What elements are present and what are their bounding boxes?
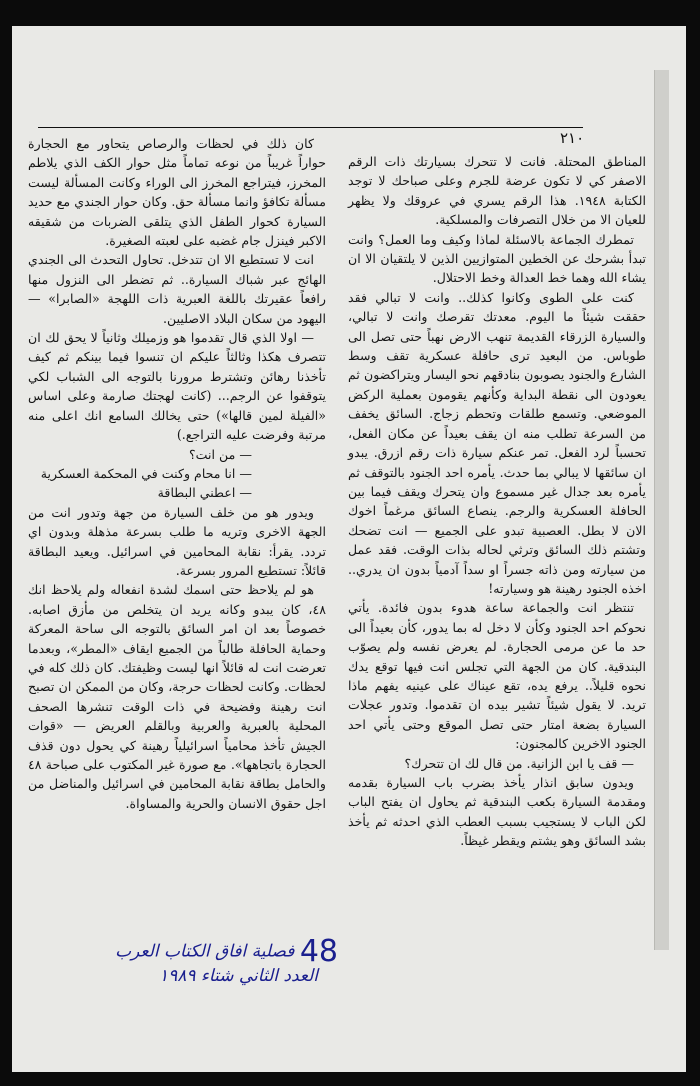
right-text-column: [348, 152, 646, 851]
page-edge-strip: [654, 70, 669, 950]
handwritten-source-note: [108, 934, 338, 969]
dialogue-line: — قف يا ابن الزانية. من قال لك ان تتحرك؟: [404, 755, 634, 771]
paragraph: هو لم يلاحظ حتى اسمك لشدة انفعاله ولم يلاحظ انك ٤٨، كان يبدو وكانه يريد ان يتخلص من مأزق اصابه. خصوصاً بعد ان امر السائق بالتوجه الى ساحة المعركة وحماية الحافلة طالباً من الجميع ايقاف «المطر»، وبعدما تعرضت انت له قائلاً انها ليست وظيفتك. كان ذلك كله في لحظات. وكانت لحظات حرجة، وكان من الممكن ان تصبح انت رهينة وفضيحة في ذات الوقت تنشرها الصحف المحلية بالعبرية والعربية وبالقلم العريض — «قوات الجيش تأخذ محامياً اسرائيلياً رهينة كي يحول دون قذف الحجارة باتجاهها». مع صورة غير المكتوب على صباحة ٤٨ والحامل بطاقة نقابة المحامين في اسرائيل والمناضل من اجل حقوق الانسان والحرية والمساواة.: [28, 582, 326, 811]
paragraph: تنتظر انت والجماعة ساعة هدوء بدون فائدة. يأتي نحوكم احد الجنود وكأن لا دخل له بما يدور، كأن بعيداً الى حد ما عن مرمى الحجارة. لم يعرض نفسه ولم يصوّب البندقية. كان من الجهة التي تجلس انت فيها توقع يدك نحوه قليلاً.. يرفع يده، تقع عيناك على عينيه يفهم ماذا تريد. لا يقول شيئاً تشير بيده ان تقدموا. وتدور عجلات السيارة بضعة امتار حتى تصل الموقع وحتى يأتي احد الجنود الاخرين كالمجنون:: [348, 600, 646, 752]
header-rule: [38, 127, 583, 128]
left-text-column: [28, 134, 326, 813]
paragraph: كنت على الطوى وكانوا كذلك.. وانت لا تبالي فقد حققت شيئاً ما اليوم. معدتك تقرصك وانت لا تبالي، والسيارة الزرقاء القديمة تنهب الارض نهباً حتى تصل الى طوباس. من البعيد ترى حافلة عسكرية تقف وسط الشارع والجنود يصوبون بنادقهم نحو اليسار ويتراكضون ثم يعودون الى نقطة البداية وكأنهم يقومون بعملية الركض الموضعي. وتسمع طلقات وتحطم زجاج. السائق يخفف من السرعة تطلب منه ان يقف بعيداً عن مكان الفعل، تحسباً لرد الفعل. تمر عنكم سيارة ذات رقم ازرق. يبدو ان سائقها لا يبالي بما حدث. يأمره احد الجنود بالتوقف ثم يأمره بعد جدال غير مسموع وان يتحرك ويقف فيما بين الحافلة العسكرية والرجم. ينصاع السائق مرغماً اخوك الان لا بطل. العصبية تبدو على الجميع — انت تضحك وتشتم ذلك السائق وترثي لحاله بذات الوقت. فقد عمل من سيارته ومن ذاته جسراً او سداً آدمياً بدون ان يدري.. اخذه الجنود رهينة هو وسيارته!: [348, 289, 646, 596]
paragraph: كان ذلك في لحظات والرصاص يتحاور مع الحجارة حواراً غريباً من نوعه تماماً مثل حوار الكف الذي يلاطم المخرز، فيتراجع المخرز الى الوراء وكانت المسألة ليست مسألة تكافؤ وانما مسألة حق. وكان حوار الجندي مع حديد السيارة كحوار الطفل الذي يتلقى الضربات من شقيقه الاكبر فينزل جام غضبه على لعبته الصغيرة.: [28, 136, 326, 249]
dialogue-line: — اولا الذي قال تقدموا هو وزميلك وثانياً لا يحق لك ان تتصرف هكذا وثالثاً عليكم ان تنسوا فيما بينكم ثم كيف تأخذنا رهائن وتشترط مرورنا بالتوجه الى الشباب لكي يتوقفوا عن الرجم... (كانت لهجتك صارمة وعلى اساس «الفيلة لمين قالها») حتى يخالك السامع انك اعلى منه مرتبة وفرضت عليه التراجع.): [28, 330, 326, 443]
dialogue-line: — انا محام وكنت في المحكمة العسكرية: [40, 465, 252, 481]
dialogue-line: — من انت؟: [189, 446, 252, 462]
paragraph: ويدور هو من خلف السيارة من جهة وتدور انت من الجهة الاخرى وتريه ما طلب بسرعة مذهلة وبدون اي تردد. يقرأ: نقابة المحامين في اسرائيل. ويعيد البطاقة قائلاً: تستطيع المرور بسرعة.: [28, 504, 326, 578]
page-number: ٢١٠: [560, 129, 585, 147]
paragraph: ويدون سابق انذار يأخذ بضرب باب السيارة بقدمه ومقدمة السيارة بكعب البندقية ثم يحاول ان يفتح الباب لكن الباب لا يستجيب بسبب العطب الذي احدثه ثم يأخذ بشد السائق وهو يشتم ويقطر غيظاً.: [348, 775, 646, 849]
paragraph: تمطرك الجماعة بالاسئلة لماذا وكيف وما العمل؟ وانت تبدأ بشرحك عن الخطين المتوازيين الذين لا يلتقيان الا ان يشاء الله وهما خط العدالة وخط الاحتلال.: [348, 231, 646, 286]
paragraph: انت لا تستطيع الا ان تتدخل. تحاول التحدث الى الجندي الهائج عبر شباك السيارة.. ثم تضطر الى النزول منها رافعاً عقيرتك باللغة العبرية ذات اللهجة «الصابرا» — اليهود من سكان البلاد الاصليين.: [28, 252, 326, 326]
handwritten-issue-note: العدد الثاني شتاء ١٩٨٩: [158, 966, 318, 986]
dialogue-line: — اعطني البطاقة: [157, 485, 252, 501]
handwritten-number: 48: [299, 934, 338, 969]
handwritten-journal-name: فصلية افاق الكتاب العرب: [115, 941, 295, 962]
paragraph: المناطق المحتلة. فانت لا تتحرك بسيارتك ذات الرقم الاصفر كي لا تكون عرضة للجرم وعلى صباحك لا توجد الكتابة ١٩٤٨. هذا الرقم يسري في عروقك ولا يظهر للعيان الا من خلال التصرفات والمسلكية.: [348, 154, 646, 228]
